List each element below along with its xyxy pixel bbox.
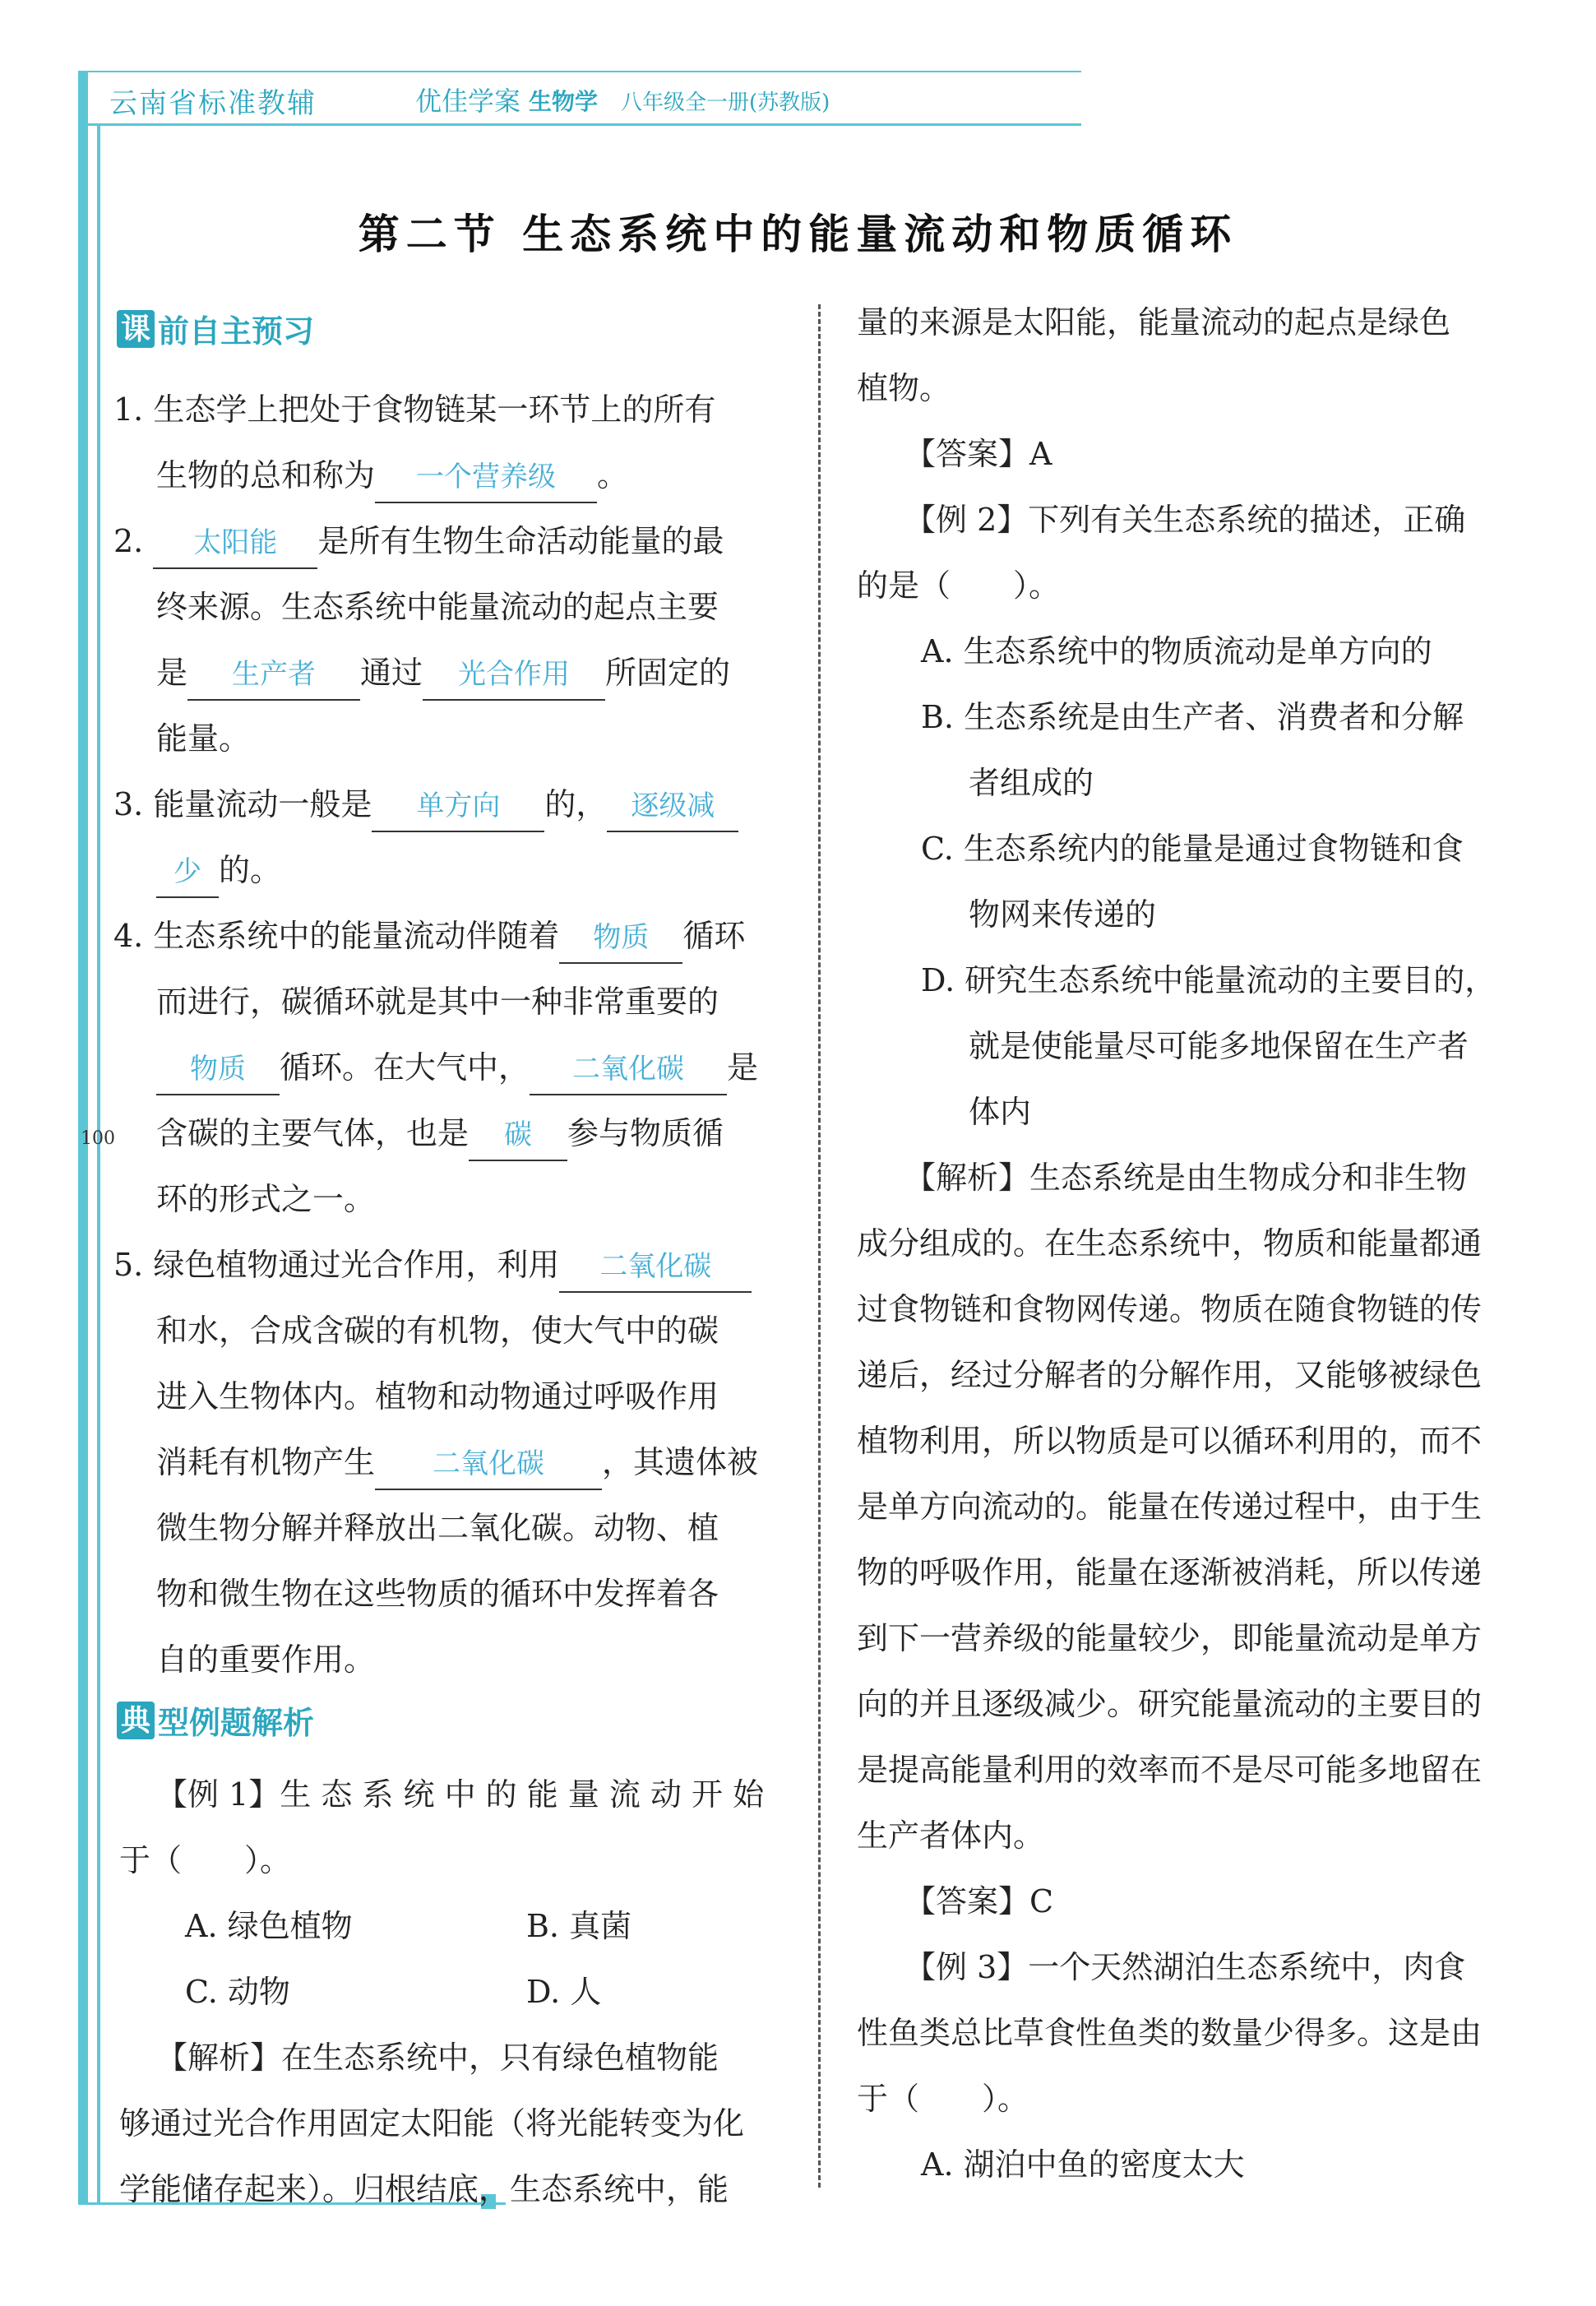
- section-heading-text: 型例题解析: [158, 1704, 315, 1741]
- ex2-analysis: 是单方向流动的。能量在传递过程中，由于生: [857, 1489, 1483, 1525]
- section-badge: 典: [117, 1702, 155, 1739]
- answer-blank: 一个营养级: [375, 452, 597, 503]
- answer-label: 【答案】A: [904, 436, 1052, 472]
- ex2-analysis: 是提高能量利用的效率而不是尽可能多地留在: [857, 1752, 1483, 1788]
- q1-line1: 1. 生态学上把处于食物链某一环节上的所有: [113, 391, 716, 428]
- ex1-line2: 于（ ）。: [119, 1842, 292, 1878]
- ex2-line2: 的是（ ）。: [857, 567, 1061, 604]
- section-heading-preview: [117, 306, 314, 351]
- ex2-option-b-cont: 者组成的: [969, 765, 1094, 801]
- ex2-analysis: 物的呼吸作用，能量在逐渐被消耗，所以传递: [857, 1554, 1483, 1591]
- ex2-analysis: 植物利用，所以物质是可以循环利用的，而不: [857, 1423, 1483, 1459]
- answer-blank: 太阳能: [153, 518, 317, 569]
- q5-line3: 进入生物体内。植物和动物通过呼吸作用: [156, 1378, 719, 1415]
- ex1-line1: 【例 1】生 态 系 统 中 的 能 量 流 动 开 始: [156, 1776, 765, 1813]
- q5-line4: [156, 1429, 758, 1495]
- q4-line2: 而进行，碳循环就是其中一种非常重要的: [156, 984, 719, 1020]
- section-badge: 课: [117, 310, 155, 348]
- answer-blank: 少: [156, 847, 219, 898]
- q5-line1: [113, 1232, 752, 1298]
- q5-line6: 物和微生物在这些物质的循环中发挥着各: [156, 1576, 719, 1612]
- answer-blank: 二氧化碳: [375, 1439, 602, 1490]
- series-subtitle: 优佳学案: [415, 86, 521, 117]
- q1-line2: [156, 442, 628, 508]
- column-divider: [818, 304, 821, 2188]
- q1-text-b: 。: [597, 457, 629, 493]
- ex2-analysis: 【解析】生态系统是由生物成分和非生物: [904, 1160, 1468, 1196]
- answer-blank: 二氧化碳: [530, 1044, 727, 1095]
- grade-label: 八年级全一册(苏教版): [621, 90, 830, 115]
- q2-text-a: 是: [156, 655, 188, 691]
- ex1-option-b: B. 真菌: [526, 1908, 632, 1944]
- ex2-analysis: 到下一营养级的能量较少，即能量流动是单方: [857, 1620, 1483, 1656]
- ex1-analysis-2: 够通过光合作用固定太阳能（将光能转变为化: [119, 2105, 745, 2142]
- ex2-analysis: 递后，经过分解者的分解作用，又能够被绿色: [857, 1357, 1483, 1393]
- page-header: [78, 72, 1081, 122]
- q1-text-a: 生物的总和称为: [156, 457, 376, 493]
- right-line: 量的来源是太阳能，能量流动的起点是绿色: [857, 304, 1451, 340]
- answer-label: 【答案】C: [904, 1883, 1054, 1919]
- answer-blank: 逐级减: [607, 781, 738, 832]
- q2-line1: [113, 508, 724, 574]
- q4-line4: [156, 1100, 724, 1166]
- ex1-analysis-1: 【解析】在生态系统中，只有绿色植物能: [156, 2040, 719, 2076]
- q4-text-d: 是: [727, 1049, 759, 1086]
- right-line: 植物。: [857, 370, 951, 406]
- q3-line2: [156, 837, 281, 903]
- q5-text-c: ，其遗体被: [602, 1444, 759, 1480]
- q3-text-b: 的，: [544, 786, 608, 822]
- ex2-option-d-cont: 就是使能量尽可能多地保留在生产者: [969, 1028, 1469, 1064]
- header-rule: [78, 123, 1081, 126]
- answer-blank: 光合作用: [423, 650, 605, 701]
- q4-line3: [156, 1035, 758, 1100]
- q2-text-c: 所固定的: [605, 655, 731, 691]
- q5-line5: 微生物分解并释放出二氧化碳。动物、植: [156, 1510, 719, 1546]
- q4-text-a: 4. 生态系统中的能量流动伴随着: [113, 918, 560, 954]
- ex2-line1: 【例 2】下列有关生态系统的描述，正确: [904, 502, 1466, 538]
- ex3-line2: 性鱼类总比草食性鱼类的数量少得多。这是由: [857, 2015, 1483, 2051]
- ex2-option-d-cont2: 体内: [969, 1094, 1032, 1130]
- ex3-option-a: A. 湖泊中鱼的密度太大: [921, 2146, 1245, 2183]
- ex2-analysis: 向的并且逐级减少。研究能量流动的主要目的: [857, 1686, 1483, 1722]
- q4-line1: [113, 903, 745, 969]
- ex2-option-c: C. 生态系统内的能量是通过食物链和食: [921, 831, 1464, 867]
- ex3-line3: 于（ ）。: [857, 2081, 1029, 2117]
- q5-text-a: 5. 绿色植物通过光合作用，利用: [113, 1247, 560, 1283]
- ex1-option-a: A. 绿色植物: [185, 1908, 353, 1944]
- q4-text-f: 参与物质循: [567, 1115, 724, 1151]
- q2-text-b: 通过: [360, 655, 423, 691]
- q5-text-b: 消耗有机物产生: [156, 1444, 376, 1480]
- ex2-option-d: D. 研究生态系统中能量流动的主要目的，: [921, 962, 1497, 998]
- q5-line2: 和水，合成含碳的有机物，使大气中的碳: [156, 1313, 719, 1349]
- ex2-analysis: 成分组成的。在生态系统中，物质和能量都通: [857, 1225, 1483, 1262]
- q3-text-a: 3. 能量流动一般是: [113, 786, 372, 822]
- ex2-analysis: 生产者体内。: [857, 1817, 1045, 1854]
- section-title: 第二节 生态系统中的能量流动和物质循环: [358, 210, 1238, 258]
- q2-line2: 终来源。生态系统中能量流动的起点主要: [156, 589, 719, 625]
- q4-text-c: 循环。在大气中，: [280, 1049, 530, 1086]
- answer-blank: 碳: [469, 1110, 567, 1161]
- q2-line3: [156, 640, 730, 706]
- ex1-option-c: C. 动物: [185, 1974, 290, 2010]
- subject-label: 生物学: [529, 88, 599, 115]
- ex1-option-d: D. 人: [526, 1974, 602, 2010]
- q3-text-c: 的。: [219, 852, 282, 888]
- answer-blank: 物质: [156, 1044, 280, 1095]
- ex2-option-b: B. 生态系统是由生产者、消费者和分解: [921, 699, 1464, 735]
- series-name: 云南省标准教辅: [109, 87, 317, 120]
- q4-text-e: 含碳的主要气体，也是: [156, 1115, 470, 1151]
- q4-line5: 环的形式之一。: [156, 1181, 376, 1217]
- q2-number: 2.: [113, 523, 154, 559]
- ex2-analysis: 过食物链和食物网传递。物质在随食物链的传: [857, 1291, 1483, 1327]
- section-heading-examples: [117, 1697, 314, 1743]
- page-number: 100: [81, 1128, 115, 1149]
- margin-bar-inner: [97, 123, 100, 2202]
- ex2-option-a: A. 生态系统中的物质流动是单方向的: [921, 633, 1432, 669]
- answer-blank: 单方向: [372, 781, 544, 832]
- q3-line1: [113, 771, 738, 837]
- answer-blank: 二氧化碳: [559, 1242, 752, 1293]
- q2-text: 是所有生物生命活动能量的最: [317, 523, 724, 559]
- q2-line4: 能量。: [156, 720, 251, 757]
- ex2-option-c-cont: 物网来传递的: [969, 896, 1157, 933]
- ex3-line1: 【例 3】一个天然湖泊生态系统中，肉食: [904, 1949, 1466, 1985]
- answer-blank: 物质: [559, 913, 682, 964]
- q4-text-b: 循环: [682, 918, 746, 954]
- section-heading-text: 前自主预习: [158, 313, 315, 350]
- q5-line7: 自的重要作用。: [156, 1642, 376, 1678]
- answer-blank: 生产者: [187, 650, 360, 701]
- ex1-analysis-3: 学能储存起来）。归根结底，生态系统中，能: [119, 2171, 729, 2207]
